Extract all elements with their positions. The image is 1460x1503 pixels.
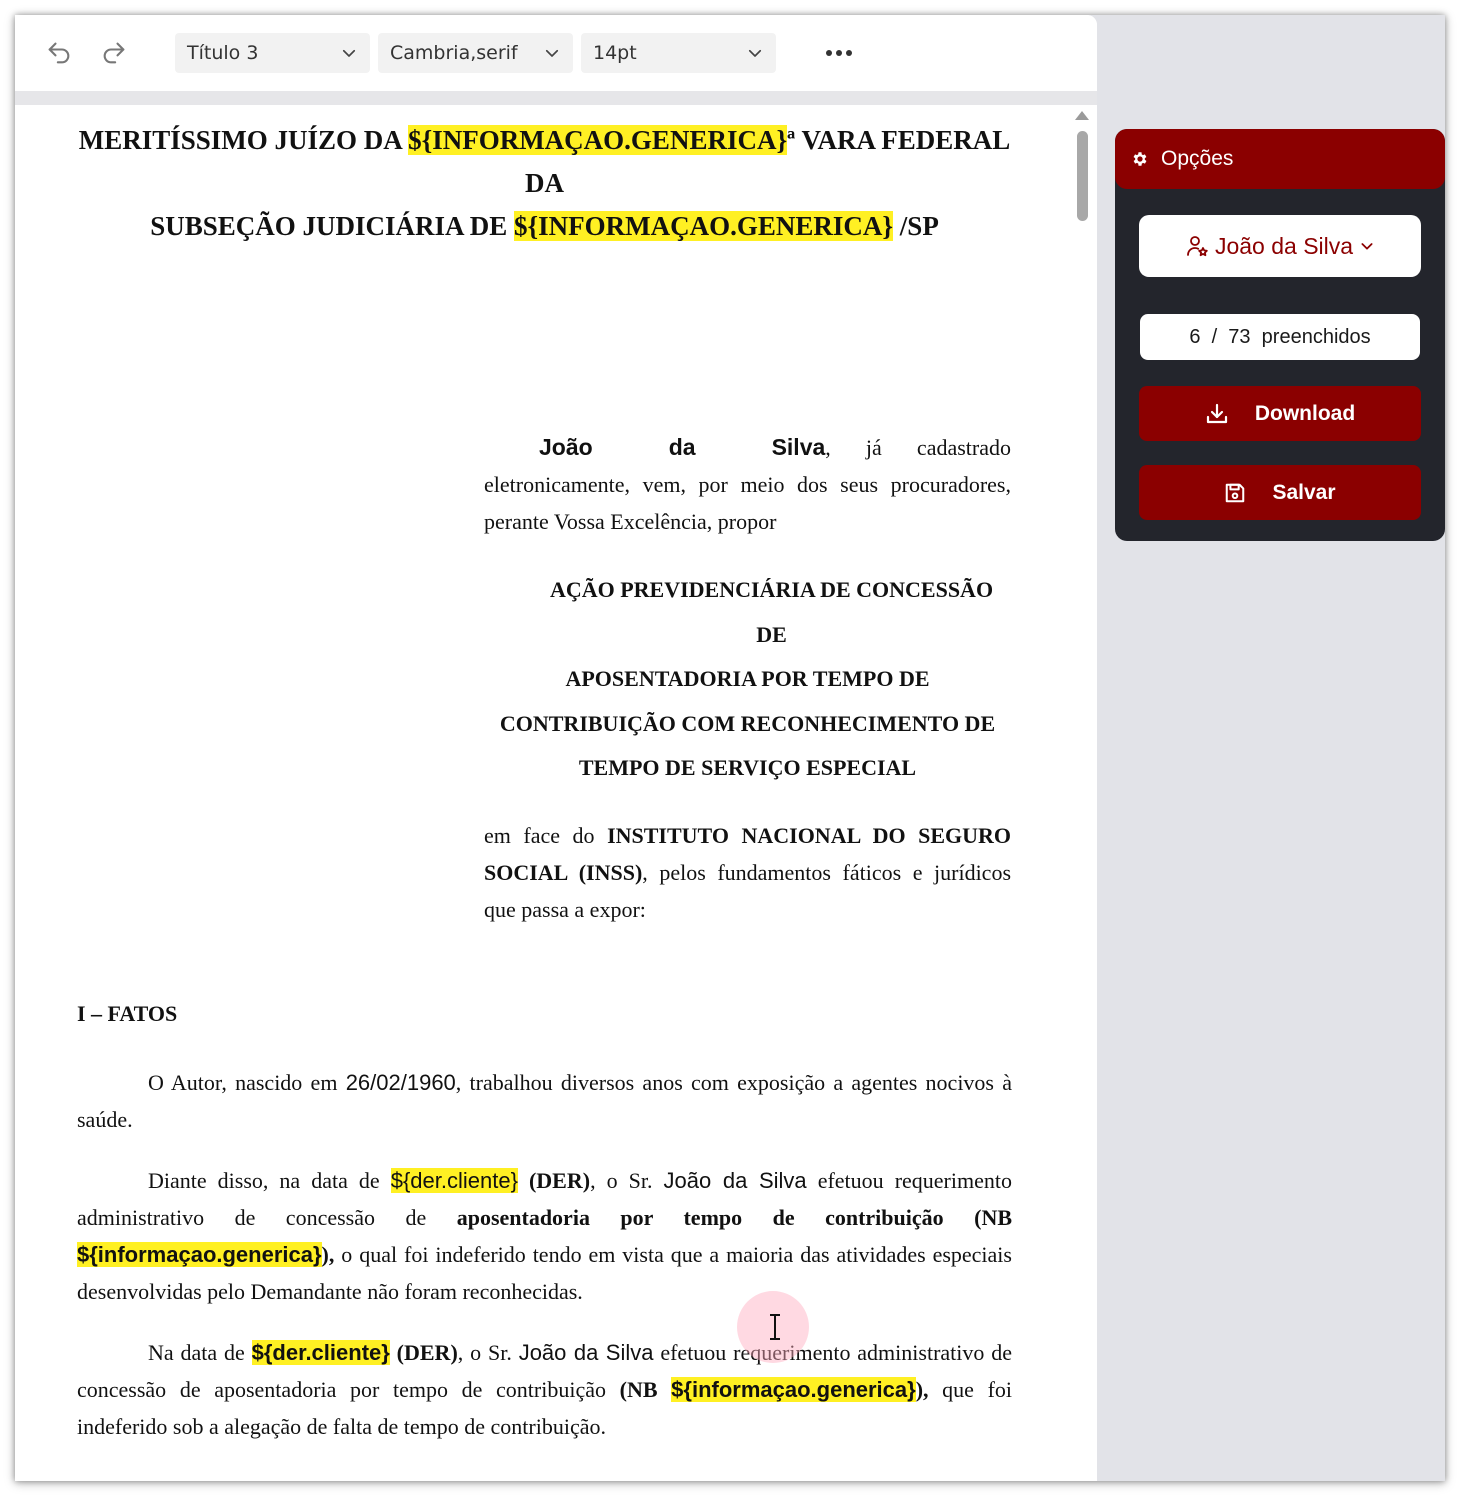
template-variable: ${INFORMAÇAO.GENERICA} (514, 211, 894, 241)
defendant-paragraph (484, 817, 1011, 928)
template-variable: ${der.cliente} (251, 1340, 390, 1365)
template-variable: ${informaçao.generica} (77, 1242, 322, 1267)
editor-toolbar (15, 15, 1097, 105)
defendant-text: em face do (484, 823, 608, 848)
redo-icon[interactable] (98, 37, 130, 69)
text-cursor-icon (765, 1313, 785, 1341)
nb-label: ), (321, 1242, 335, 1267)
paragraph-style-select[interactable] (175, 33, 370, 73)
paragraph-text: , o Sr. (457, 1340, 519, 1365)
app-window (15, 15, 1445, 1481)
der-label: (DER) (528, 1168, 591, 1193)
action-title (484, 568, 1011, 791)
filled-label: preenchidos (1261, 325, 1371, 348)
paragraph-text: o qual foi indeferido tendo em vista que a maioria das atividades especiais desenvolvidas pelo Demandante não foram reconhecidas. (77, 1242, 1012, 1304)
defendant-text: , pelos fundamentos fáticos e jurídicos que passa a expor: (484, 860, 1012, 922)
action-title-line: APOSENTADORIA POR TEMPO DE (565, 666, 930, 691)
floppy-disk-icon (1224, 482, 1246, 504)
paragraph-text: Diante disso, na data de (148, 1168, 391, 1193)
der-label: (DER) (389, 1340, 458, 1365)
user-star-icon (1185, 234, 1209, 258)
options-header (1115, 129, 1445, 189)
total-count: 73 (1228, 325, 1251, 348)
paragraph-text: , o Sr. (590, 1168, 664, 1193)
benefit-type: aposentadoria por tempo de contribuição (456, 1205, 944, 1230)
font-size-value: 14pt (593, 42, 637, 64)
filled-counter (1140, 314, 1420, 360)
client-selector[interactable] (1139, 215, 1421, 277)
scrollbar-thumb[interactable] (1077, 131, 1088, 221)
paragraph-style-value: Título 3 (187, 42, 259, 64)
defendant-name: INSTITUTO NACIONAL DO SEGURO SOCIAL (INSS) (484, 823, 1011, 885)
paragraph-text (518, 1168, 529, 1193)
action-title-line: TEMPO DE SERVIÇO ESPECIAL (578, 755, 917, 780)
court-heading-text: SUBSEÇÃO JUDICIÁRIA DE (150, 211, 515, 241)
chevron-down-icon (746, 44, 764, 62)
paragraph-text: O Autor, nascido em (148, 1070, 346, 1095)
facts-paragraph-2 (77, 1162, 1012, 1310)
intro-text: , já cadastrado eletronicamente, vem, por meio dos seus procuradores, perante Vossa Excelência, propor (484, 435, 1011, 534)
font-family-value: Cambria,serif (390, 42, 518, 64)
undo-icon[interactable] (43, 37, 75, 69)
template-variable: ${informaçao.generica} (671, 1377, 916, 1402)
nb-label: (NB (619, 1377, 672, 1402)
client-name: João da Silva (539, 434, 826, 460)
options-panel (1115, 129, 1445, 541)
save-label: Salvar (1272, 480, 1336, 504)
paragraph-text: efetuou requerimento administrativo de concessão de (77, 1168, 1012, 1230)
filled-count: 6 (1189, 325, 1201, 348)
client-name: João da Silva (1214, 232, 1354, 259)
court-heading-text: /SP (893, 211, 939, 241)
template-variable: ${INFORMAÇAO.GENERICA} (408, 125, 788, 155)
template-variable: ${der.cliente} (390, 1168, 518, 1193)
court-heading-text: MERITÍSSIMO JUÍZO DA (78, 125, 409, 155)
court-heading-text: ª VARA FEDERAL DA (525, 125, 1011, 198)
download-button[interactable] (1139, 386, 1421, 441)
facts-paragraph-3 (77, 1334, 1012, 1445)
chevron-down-icon (1359, 238, 1375, 254)
court-heading (77, 119, 1012, 248)
paragraph-text: , trabalhou diversos anos com exposição a agentes nocivos à saúde. (77, 1070, 1013, 1132)
section-heading: I – FATOS (77, 1001, 178, 1026)
paragraph-text: Na data de (148, 1340, 252, 1365)
scroll-up-arrow[interactable] (1075, 111, 1089, 120)
counter-separator: / (1211, 325, 1218, 348)
chevron-down-icon (543, 44, 561, 62)
action-title-line: AÇÃO PREVIDENCIÁRIA DE CONCESSÃO DE (549, 577, 994, 647)
nb-label: ), (915, 1377, 929, 1402)
intro-paragraph (484, 429, 1011, 540)
paragraph-text: efetuou requerimento administrativo de concessão de aposentadoria por tempo de contribuição (77, 1340, 1012, 1402)
client-name: João da Silva (518, 1340, 654, 1365)
save-button[interactable] (1139, 465, 1421, 520)
client-name: João da Silva (663, 1168, 807, 1193)
facts-paragraph-1 (77, 1064, 1012, 1138)
action-title-line: CONTRIBUIÇÃO COM RECONHECIMENTO DE (499, 710, 996, 736)
more-horizontal-icon[interactable] (823, 37, 855, 69)
options-title: Opções (1161, 147, 1234, 170)
download-label: Download (1254, 401, 1356, 425)
document-editor[interactable] (15, 15, 1097, 1481)
chevron-down-icon (340, 44, 358, 62)
font-size-select[interactable] (581, 33, 776, 73)
gear-icon (1131, 150, 1149, 168)
font-family-select[interactable] (378, 33, 573, 73)
nb-label: (NB (974, 1205, 1013, 1230)
birth-date: 26/02/1960 (345, 1070, 456, 1095)
paragraph-text: que foi indeferido sob a alegação de falta de tempo de contribuição. (77, 1377, 1013, 1439)
download-icon (1205, 402, 1229, 426)
